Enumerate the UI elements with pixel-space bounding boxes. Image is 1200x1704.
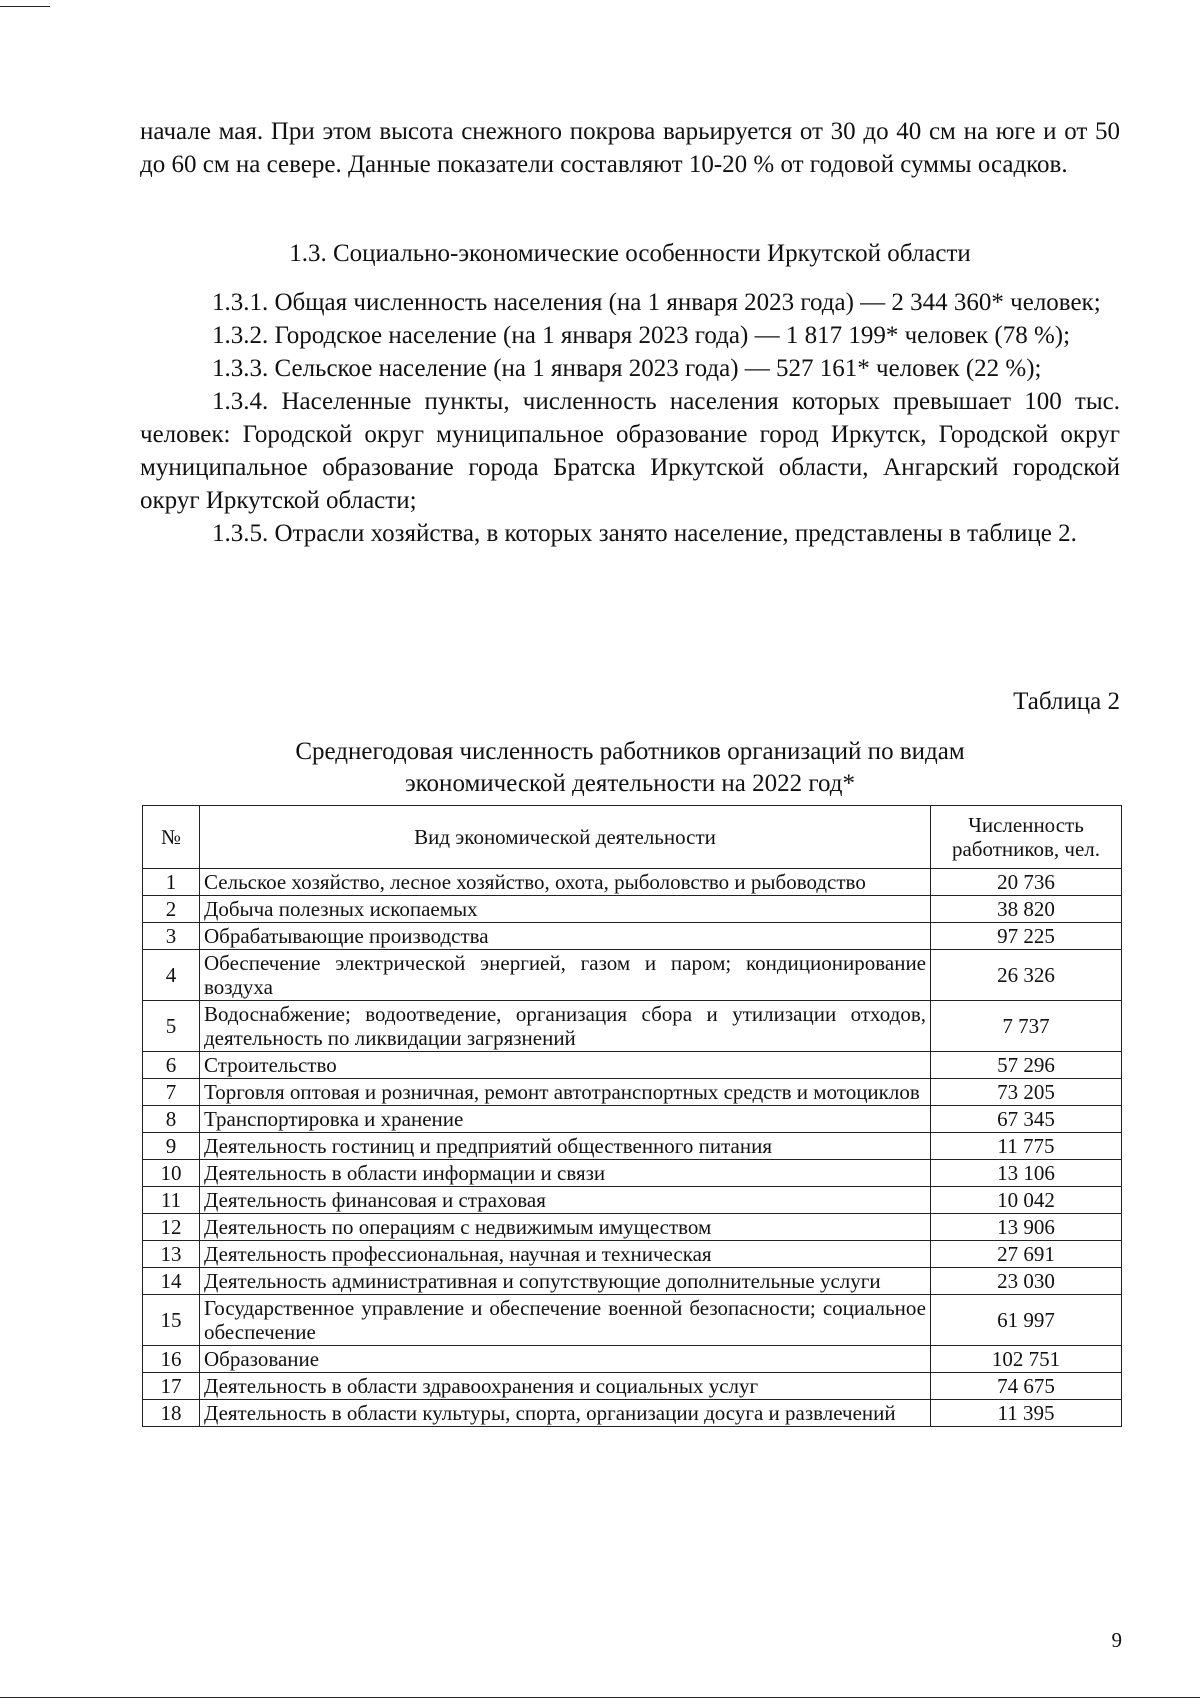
table-row bbox=[143, 1160, 1122, 1187]
table-row bbox=[143, 1214, 1122, 1241]
row-count: 38 820 bbox=[931, 896, 1122, 923]
paragraph-1-3-5: 1.3.5. Отрасли хозяйства, в которых занято население, представлены в таблице 2. bbox=[212, 520, 1077, 547]
table-row bbox=[143, 1241, 1122, 1268]
row-count: 13 106 bbox=[931, 1160, 1122, 1187]
row-activity: Деятельность финансовая и страховая bbox=[200, 1187, 931, 1214]
row-activity: Деятельность по операциям с недвижимым имуществом bbox=[200, 1214, 931, 1241]
row-activity: Сельское хозяйство, лесное хозяйство, охота, рыболовство и рыбоводство bbox=[200, 869, 931, 896]
row-activity: Деятельность в области культуры, спорта, организации досуга и развлечений bbox=[200, 1400, 931, 1427]
row-number: 10 bbox=[143, 1160, 200, 1187]
row-activity: Водоснабжение; водоотведение, организация сбора и утилизации отходов, деятельность по ликвидации загрязнений bbox=[200, 1001, 931, 1052]
row-number: 8 bbox=[143, 1106, 200, 1133]
row-activity: Деятельность в области здравоохранения и социальных услуг bbox=[200, 1373, 931, 1400]
row-number: 12 bbox=[143, 1214, 200, 1241]
row-count: 11 775 bbox=[931, 1133, 1122, 1160]
row-count: 67 345 bbox=[931, 1106, 1122, 1133]
row-activity: Добыча полезных ископаемых bbox=[200, 896, 931, 923]
row-activity: Деятельность административная и сопутствующие дополнительные услуги bbox=[200, 1268, 931, 1295]
table-row bbox=[143, 1295, 1122, 1346]
row-activity: Государственное управление и обеспечение военной безопасности; социальное обеспечение bbox=[200, 1295, 931, 1346]
row-activity: Транспортировка и хранение bbox=[200, 1106, 931, 1133]
table-row bbox=[143, 1133, 1122, 1160]
paragraph-1-3-4: 1.3.4. Населенные пункты, численность населения которых превышает 100 тыс. человек: Городской округ муниципальное образование город Иркутск, Городской округ муниципальное образование города Братска Иркутской области, Ангарский городской округ Иркутской области; bbox=[140, 388, 1120, 514]
table-header-row bbox=[143, 806, 1122, 869]
row-activity: Деятельность в области информации и связи bbox=[200, 1160, 931, 1187]
row-number: 7 bbox=[143, 1079, 200, 1106]
section-title: 1.3. Социально-экономические особенности Иркутской области bbox=[289, 240, 971, 267]
row-number: 3 bbox=[143, 923, 200, 950]
table-row bbox=[143, 1373, 1122, 1400]
paragraph-intro: начале мая. При этом высота снежного покрова варьируется от 30 до 40 см на юге и от 50 до 60 см на севере. Данные показатели составляют 10-20 % от годовой суммы осадков. bbox=[140, 118, 1120, 178]
row-number: 15 bbox=[143, 1295, 200, 1346]
paragraph-1-3-3: 1.3.3. Сельское население (на 1 января 2023 года) — 527 161* человек (22 %); bbox=[212, 355, 1042, 382]
row-number: 9 bbox=[143, 1133, 200, 1160]
row-number: 16 bbox=[143, 1346, 200, 1373]
row-activity: Образование bbox=[200, 1346, 931, 1373]
table-row bbox=[143, 1052, 1122, 1079]
header-count: Численность работников, чел. bbox=[931, 806, 1122, 869]
table-row bbox=[143, 1187, 1122, 1214]
body-text bbox=[140, 115, 1120, 181]
row-number: 18 bbox=[143, 1400, 200, 1427]
row-count: 102 751 bbox=[931, 1346, 1122, 1373]
table-row bbox=[143, 896, 1122, 923]
page-number: 9 bbox=[1111, 1628, 1122, 1652]
header-num: № bbox=[143, 806, 200, 869]
row-count: 57 296 bbox=[931, 1052, 1122, 1079]
table-row bbox=[143, 950, 1122, 1001]
paragraph-1-3-2: 1.3.2. Городское население (на 1 января 2023 года) — 1 817 199* человек (78 %); bbox=[212, 322, 1071, 349]
table-row bbox=[143, 869, 1122, 896]
row-count: 74 675 bbox=[931, 1373, 1122, 1400]
row-activity: Обеспечение электрической энергией, газом и паром; кондиционирование воздуха bbox=[200, 950, 931, 1001]
row-number: 13 bbox=[143, 1241, 200, 1268]
table-row bbox=[143, 1001, 1122, 1052]
row-count: 7 737 bbox=[931, 1001, 1122, 1052]
employment-table bbox=[142, 805, 1122, 1427]
row-count: 26 326 bbox=[931, 950, 1122, 1001]
row-number: 17 bbox=[143, 1373, 200, 1400]
table-caption-line-2: экономической деятельности на 2022 год* bbox=[404, 770, 856, 797]
row-count: 20 736 bbox=[931, 869, 1122, 896]
table-row bbox=[143, 1106, 1122, 1133]
row-activity: Деятельность профессиональная, научная и техническая bbox=[200, 1241, 931, 1268]
population-list bbox=[140, 286, 1120, 550]
row-activity: Торговля оптовая и розничная, ремонт автотранспортных средств и мотоциклов bbox=[200, 1079, 931, 1106]
table-row bbox=[143, 1400, 1122, 1427]
row-number: 11 bbox=[143, 1187, 200, 1214]
table-row bbox=[143, 1079, 1122, 1106]
table-row bbox=[143, 1346, 1122, 1373]
header-activity: Вид экономической деятельности bbox=[200, 806, 931, 869]
scan-edge-line bbox=[0, 6, 50, 7]
row-count: 73 205 bbox=[931, 1079, 1122, 1106]
row-number: 6 bbox=[143, 1052, 200, 1079]
row-number: 5 bbox=[143, 1001, 200, 1052]
row-count: 10 042 bbox=[931, 1187, 1122, 1214]
row-count: 13 906 bbox=[931, 1214, 1122, 1241]
row-number: 14 bbox=[143, 1268, 200, 1295]
table-row bbox=[143, 923, 1122, 950]
row-count: 97 225 bbox=[931, 923, 1122, 950]
table-caption-line-1: Среднегодовая численность работников организаций по видам bbox=[295, 738, 965, 765]
row-activity: Деятельность гостиниц и предприятий общественного питания bbox=[200, 1133, 931, 1160]
row-number: 2 bbox=[143, 896, 200, 923]
row-count: 61 997 bbox=[931, 1295, 1122, 1346]
row-number: 1 bbox=[143, 869, 200, 896]
row-count: 27 691 bbox=[931, 1241, 1122, 1268]
scan-edge-line-bottom bbox=[0, 1697, 1200, 1698]
row-activity: Строительство bbox=[200, 1052, 931, 1079]
row-activity: Обрабатывающие производства bbox=[200, 923, 931, 950]
paragraph-1-3-1: 1.3.1. Общая численность населения (на 1 января 2023 года) — 2 344 360* человек; bbox=[212, 289, 1101, 316]
row-number: 4 bbox=[143, 950, 200, 1001]
row-count: 23 030 bbox=[931, 1268, 1122, 1295]
row-count: 11 395 bbox=[931, 1400, 1122, 1427]
table-row bbox=[143, 1268, 1122, 1295]
table-label: Таблица 2 bbox=[1013, 688, 1120, 715]
